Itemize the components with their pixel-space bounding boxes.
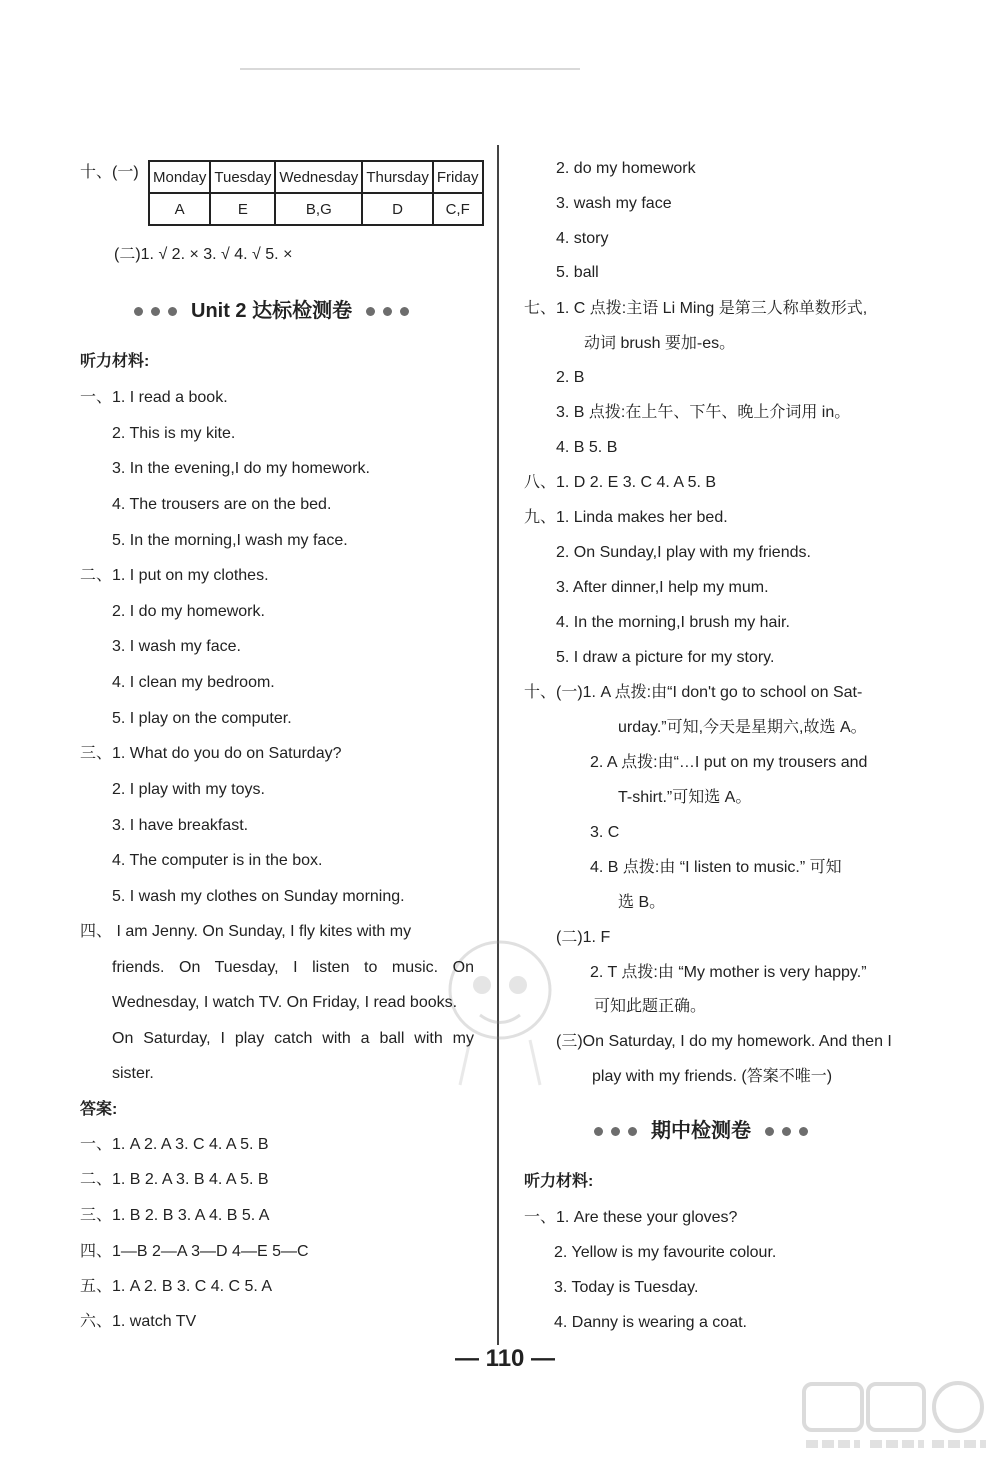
table-cell: D (362, 193, 433, 225)
list-item: 3. B 点拨:在上午、下午、晚上介词用 in。 (556, 404, 851, 421)
column-divider (497, 145, 499, 1345)
title-dots-right (765, 1127, 808, 1136)
list-item: 2. This is my kite. (112, 425, 236, 442)
section-ten-part2: (二)1. √ 2. × 3. √ 4. √ 5. × (114, 246, 293, 263)
list-item: 5. I draw a picture for my story. (556, 649, 775, 666)
list-item: 4. Danny is wearing a coat. (554, 1314, 747, 1331)
list-item: 4. The computer is in the box. (112, 852, 323, 869)
passage-line: friends. On Tuesday, I listen to music. On (112, 959, 474, 976)
list-item: 可知此题正确。 (594, 998, 707, 1015)
list-item: 4. story (556, 230, 609, 247)
midterm-title (580, 1118, 822, 1144)
table-cell: Monday (149, 161, 210, 193)
answer-line: 五、1. A 2. B 3. C 4. C 5. A (80, 1278, 273, 1295)
list-item: 4. The trousers are on the bed. (112, 496, 332, 513)
list-item: 2. T 点拨:由 “My mother is very happy.” (590, 964, 867, 981)
list-item: 4. In the morning,I brush my hair. (556, 614, 790, 631)
section-ten-prefix: 十、(一) (80, 164, 139, 181)
answer-line: 三、1. B 2. B 3. A 4. B 5. A (80, 1207, 270, 1224)
list-item: 2. On Sunday,I play with my friends. (556, 544, 811, 561)
table-cell: C,F (433, 193, 483, 225)
list-item: 2. I do my homework. (112, 603, 265, 620)
page-number: — 110 — (455, 1345, 556, 1372)
table-cell: Friday (433, 161, 483, 193)
answer-line: 四、1—B 2—A 3—D 4—E 5—C (80, 1243, 309, 1260)
midterm-title-text: 期中检测卷 (651, 1120, 751, 1142)
list-item: 动词 brush 要加-es。 (584, 335, 736, 352)
table-cell: Tuesday (210, 161, 275, 193)
top-rule (240, 68, 580, 70)
list-item: 2. B (556, 369, 585, 386)
list-item: 选 B。 (618, 894, 666, 911)
list-item: 3. wash my face (556, 195, 672, 212)
answer-line: 六、1. watch TV (80, 1313, 197, 1330)
listening-label: 听力材料: (524, 1173, 594, 1190)
weekday-answer-table (148, 160, 484, 226)
list-item: urday.”可知,今天是星期六,故选 A。 (618, 719, 867, 736)
list-item: 三、1. What do you do on Saturday? (80, 745, 342, 762)
list-item: 3. I have breakfast. (112, 817, 249, 834)
list-item: 十、(一)1. A 点拨:由“I don't go to school on Sat- (524, 684, 863, 701)
passage-line: sister. (112, 1065, 154, 1082)
list-item: 2. Yellow is my favourite colour. (554, 1244, 777, 1261)
list-item: 一、1. I read a book. (80, 389, 228, 406)
listening-label: 听力材料: (80, 353, 150, 370)
list-item: (二)1. F (556, 929, 611, 946)
list-item: play with my friends. (答案不唯一) (592, 1068, 833, 1085)
title-dots-left (594, 1127, 637, 1136)
site-watermark-logo (800, 1380, 990, 1465)
table-cell: B,G (275, 193, 362, 225)
answer-line: 二、1. B 2. A 3. B 4. A 5. B (80, 1171, 269, 1188)
list-item: 一、1. Are these your gloves? (524, 1209, 738, 1226)
list-item: 3. C (590, 824, 620, 841)
passage-line: On Saturday, I play catch with a ball with my (112, 1030, 474, 1047)
list-item: 2. do my homework (556, 160, 696, 177)
title-dots-left (134, 307, 177, 316)
list-item: 5. I play on the computer. (112, 710, 292, 727)
table-header-row (149, 161, 483, 193)
table-cell: Wednesday (275, 161, 362, 193)
passage-line: 四、 I am Jenny. On Sunday, I fly kites with my (80, 923, 412, 940)
list-item: 5. I wash my clothes on Sunday morning. (112, 888, 405, 905)
table-cell: E (210, 193, 275, 225)
unit2-title-text: Unit 2 达标检测卷 (191, 300, 353, 322)
list-item: 3. In the evening,I do my homework. (112, 460, 370, 477)
list-item: (三)On Saturday, I do my homework. And then I (556, 1033, 892, 1050)
list-item: 4. B 5. B (556, 439, 618, 456)
list-item: 七、1. C 点拨:主语 Li Ming 是第三人称单数形式, (524, 300, 868, 317)
answer-line: 一、1. A 2. A 3. C 4. A 5. B (80, 1136, 269, 1153)
list-item: T-shirt.”可知选 A。 (618, 789, 752, 806)
list-item: 二、1. I put on my clothes. (80, 567, 269, 584)
list-item: 八、1. D 2. E 3. C 4. A 5. B (524, 474, 717, 491)
table-row (149, 193, 483, 225)
list-item: 5. In the morning,I wash my face. (112, 532, 348, 549)
answers-label: 答案: (80, 1101, 118, 1118)
list-item: 4. I clean my bedroom. (112, 674, 275, 691)
list-item: 2. I play with my toys. (112, 781, 265, 798)
list-item: 九、1. Linda makes her bed. (524, 509, 728, 526)
table-cell: A (149, 193, 210, 225)
title-dots-right (366, 307, 409, 316)
list-item: 3. After dinner,I help my mum. (556, 579, 769, 596)
list-item: 4. B 点拨:由 “I listen to music.” 可知 (590, 859, 842, 876)
list-item: 5. ball (556, 264, 599, 281)
list-item: 2. A 点拨:由“…I put on my trousers and (590, 754, 868, 771)
list-item: 3. I wash my face. (112, 638, 241, 655)
table-cell: Thursday (362, 161, 433, 193)
list-item: 3. Today is Tuesday. (554, 1279, 699, 1296)
passage-line: Wednesday, I watch TV. On Friday, I read books. (112, 994, 458, 1011)
unit2-title (120, 298, 423, 324)
